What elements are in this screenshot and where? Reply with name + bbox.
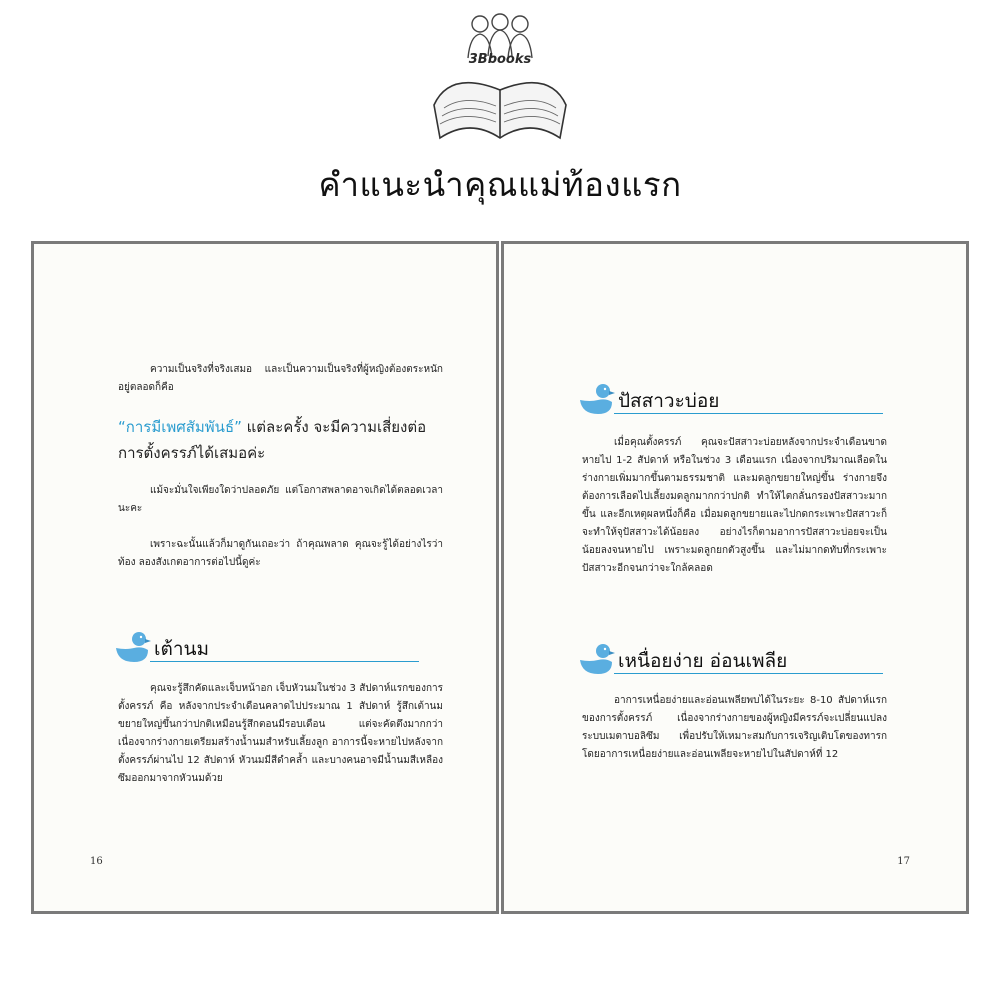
quote-rest: แต่ละครั้ง จะมีความเสี่ยงต่อการตั้งครรภ์ได้เสมอค่ะ bbox=[118, 418, 427, 462]
left-page bbox=[31, 241, 499, 914]
section-header-urination bbox=[578, 382, 883, 416]
page-number-left: 16 bbox=[90, 856, 103, 867]
duck-icon bbox=[578, 642, 616, 676]
paragraph-2: แม้จะมั่นใจเพียงใดว่าปลอดภัย แต่โอกาสพลาดอาจเกิดได้ตลอดเวลานะคะ bbox=[118, 485, 443, 514]
section-header-breast bbox=[114, 630, 419, 664]
duck-icon bbox=[114, 630, 152, 664]
section-body-urination: เมื่อคุณตั้งครรภ์ คุณจะปัสสาวะบ่อยหลังจากประจำเดือนขาดหายไป 1-2 สัปดาห์ หรือในช่วง 3 เดือนแรก เนื่องจากปริมาณเลือดในร่างกายเพิ่มมากขึ้นตามธรรมชาติ และมดลูกขยายใหญ่ขึ้น ร่างกายจึงต้องการเลือดไปเลี้ยงมดลูกมากกว่าปกติ ทำให้ไตกลั่นกรองปัสสาวะมากขึ้น และอีกเหตุผลหนึ่งก็คือ เมื่อมดลูกขยายและไปกดกระเพาะปัสสาวะก็จะทำให้จุปัสสาวะได้น้อยลง อย่างไรก็ตามอาการปัสสาวะบ่อยจะเป็นน้อยลงจนหายไป เพราะมดลูกยกตัวสูงขึ้น และไม่มากดทับที่กระเพาะปัสสาวะอีกจนกว่าจะใกล้คลอด bbox=[582, 437, 887, 574]
quote-highlight: “การมีเพศสัมพันธ์” bbox=[118, 418, 242, 436]
page-number-right: 17 bbox=[897, 856, 910, 867]
section-title-breast: เต้านม bbox=[154, 638, 210, 660]
brand-name: 3Bbooks bbox=[468, 52, 532, 67]
section-divider bbox=[150, 661, 419, 663]
page-title: คำแนะนำคุณแม่ท้องแรก bbox=[318, 165, 682, 204]
right-page bbox=[501, 241, 969, 914]
intro-paragraph: ความเป็นจริงที่จริงเสมอ และเป็นความเป็นจริงที่ผู้หญิงต้องตระหนักอยู่ตลอดก็คือ bbox=[118, 364, 443, 393]
section-divider bbox=[614, 413, 883, 415]
section-divider bbox=[614, 673, 883, 675]
quote-paragraph bbox=[118, 414, 443, 466]
duck-icon bbox=[578, 382, 616, 416]
section-header-fatigue bbox=[578, 642, 883, 676]
paragraph-3: เพราะฉะนั้นแล้วก็มาดูกันเถอะว่า ถ้าคุณพลาด คุณจะรู้ได้อย่างไรว่าท้อง ลองสังเกตอาการต่อไปนี้ดูค่ะ bbox=[118, 539, 443, 568]
section-body-fatigue: อาการเหนื่อยง่ายและอ่อนเพลียพบได้ในระยะ 8-10 สัปดาห์แรกของการตั้งครรภ์ เนื่องจากร่างกายของผู้หญิงมีครรภ์จะเปลี่ยนแปลงระบบเมตาบอลิซึม เพื่อปรับให้เหมาะสมกับการเจริญเติบโตของทารก โดยอาการเหนื่อยง่ายและอ่อนเพลียจะหายไปในสัปดาห์ที่ 12 bbox=[582, 695, 887, 760]
section-body-breast: คุณจะรู้สึกคัดและเจ็บหน้าอก เจ็บหัวนมในช่วง 3 สัปดาห์แรกของการตั้งครรภ์ คือ หลังจากประจำเดือนคลาดไปประมาณ 1 สัปดาห์ รู้สึกเต้านมขยายใหญ่ขึ้นกว่าปกติเหมือนรู้สึกตอนมีรอบเดือน แต่จะคัดตึงมากกว่า เนื่องจากร่างกายเตรียมสร้างน้ำนมสำหรับเลี้ยงลูก อาการนี้จะหายไปหลังจากตั้งครรภ์ผ่านไป 12 สัปดาห์ หัวนมมีสีดำคล้ำ และบางคนอาจมีน้ำนมสีเหลืองซึมออกมาจากหัวนมด้วย bbox=[118, 683, 443, 784]
section-title-fatigue: เหนื่อยง่าย อ่อนเพลีย bbox=[618, 650, 788, 672]
section-title-urination: ปัสสาวะบ่อย bbox=[618, 390, 720, 412]
book-logo-icon bbox=[420, 10, 580, 150]
